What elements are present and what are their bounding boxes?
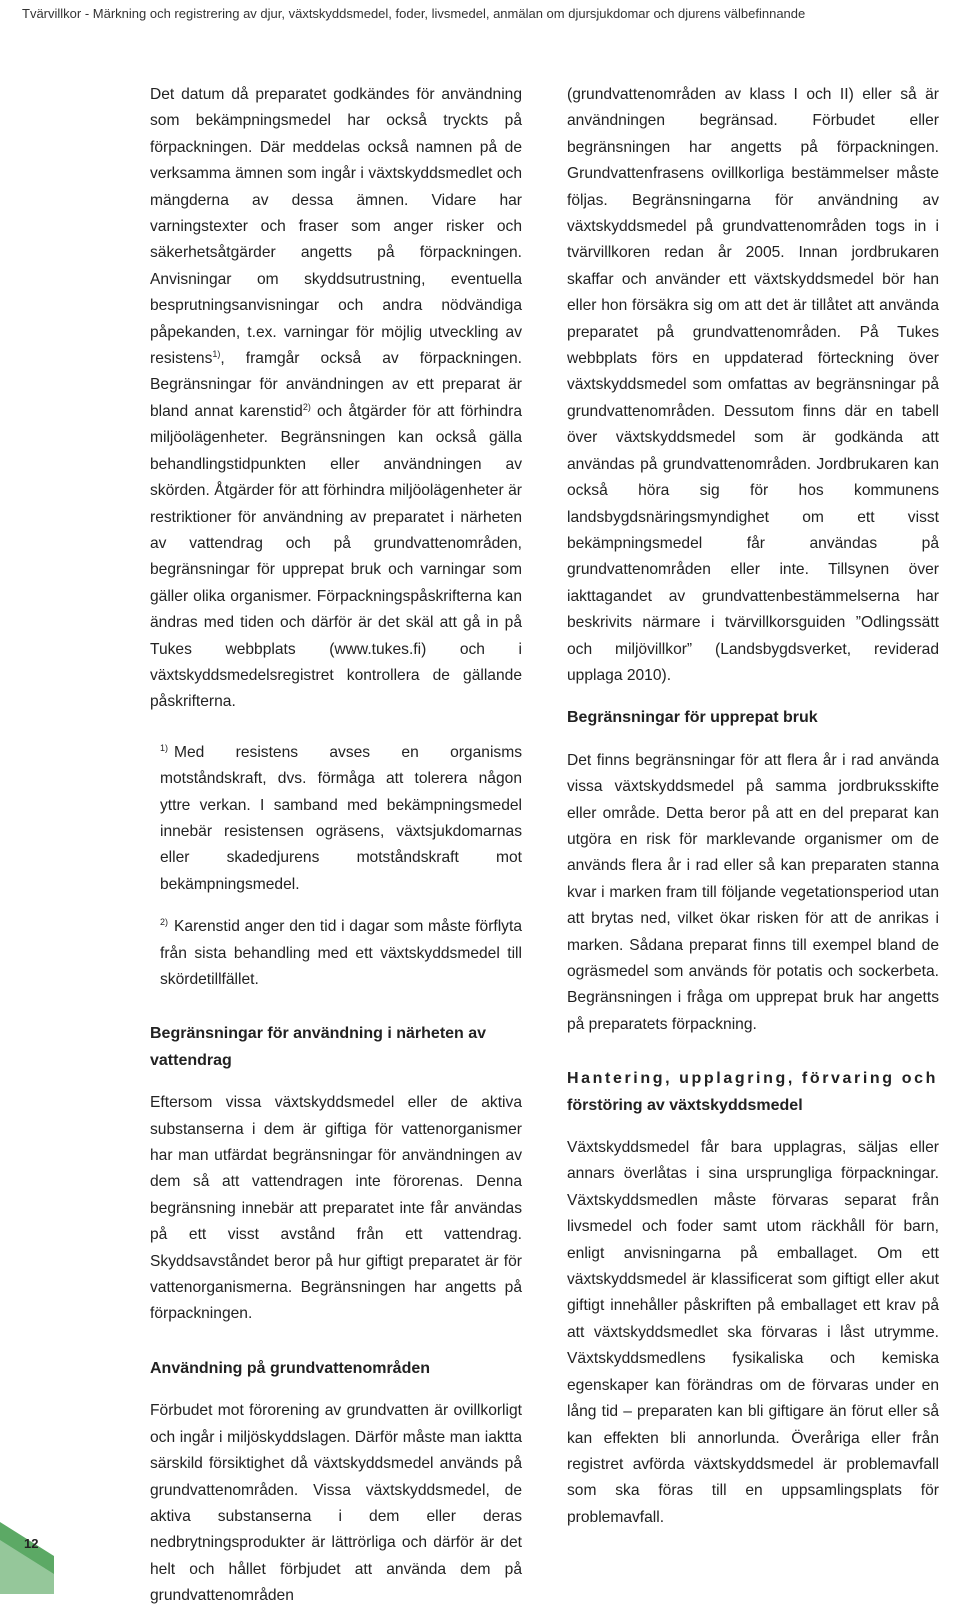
running-header: Tvärvillkor - Märkning och registrering av djur, växtskyddsmedel, foder, livsmedel, anmälan om djursjukdomar och djurens välbefinnande [22, 6, 806, 21]
footnote-mark-2: 2) [160, 917, 169, 927]
intro-paragraph [150, 82, 522, 716]
heading-handling [567, 1066, 939, 1119]
body-water: Eftersom vissa växtskyddsmedel eller de aktiva substanserna i dem är giftiga för vattenorganismer har man utfärdat begränsningar för användningen av dem så att vattendragen inte förorenas. Denna begränsning innebär att preparatet inte får användas på ett visst avstånd från ett vattendrag. Skyddsavståndet beror på hur giftigt preparatet är för vattenorganismerna. Begränsningen har angetts på förpackningen. [150, 1094, 522, 1323]
footnote-1 [160, 740, 522, 898]
intro-text-2: , framgår också av förpackningen. Begränsningar för användningen av ett preparat är bland annat karenstid [150, 350, 522, 420]
footnote-ref-2: 2) [302, 401, 311, 412]
footnote-2 [160, 914, 522, 993]
body-handling: Växtskyddsmedel får bara upplagras, säljas eller annars överlåtas i sina ursprungliga förpackningar. Växtskyddsmedlen måste förvaras separat från livsmedel och foder samt utom räckhåll för barn, enligt anvisningarna på emballaget. Om ett växtskyddsmedel är klassificerat som giftigt eller akut giftigt innehåller påskriften på emballaget ett krav på att växtskyddsmedlet ska förvaras i låst utrymme. Växtskyddsmedlens fysikaliska och kemiska egenskaper kan förändras om de förvaras under en lång tid – preparaten kan bli giftigare än förut eller så kan effekten bli annorlunda. Överåriga eller från registret avförda växtskyddsmedel är problemavfall som ska föras till en uppsamlingsplats för problemavfall. [567, 1139, 939, 1526]
heading-groundwater: Användning på grundvattenområden [150, 1359, 431, 1377]
body-groundwater: Förbudet mot förorening av grundvatten är ovillkorligt och ingår i miljöskyddslagen. Därför måste man iaktta särskild försiktighet då växtskyddsmedel används på grundvattenområden. Vissa växtskyddsmedel, de aktiva substanserna i dem eller deras nedbrytningsprodukter är lättrörliga och därför är det helt och hållet förbjudet att använda dem på grundvattenområden [150, 1402, 522, 1605]
footnotes [150, 740, 522, 994]
heading-handling-line-1: Hantering, upplagring, förvaring och [567, 1070, 938, 1088]
body-repeat: Det finns begränsningar för att flera år i rad använda vissa växtskyddsmedel på samma jordbruksskifte eller område. Detta beror på att en del preparat kan utgöra en risk för marklevande organismer om de används flera år i rad eller så kan preparaten stanna kvar i marken fram till följande vegetationsperiod utan att brytas ned, vilket ökar risken för att de anrikas i marken. Sådana preparat finns till exempel bland de ogräsmedel som används för potatis och sockerbeta. Begränsningen i fråga om upprepat bruk har angetts på preparatets förpackning. [567, 751, 939, 1033]
intro-text-1: Det datum då preparatet godkändes för användning som bekämpningsmedel har också tryckts på förpackningen. Där meddelas också namnen på de verksamma ämnen som ingår i växtskyddsmedlet och mängderna av dessa ämnen. Vidare har varningstexter och fraser som anger risker och säkerhetsåtgärder angetts på förpackningen. Anvisningar om skyddsutrustning, eventuella besprutningsanvisningar och andra nödvändiga påpekanden, t.ex. varningar för möjlig utveckling av resistens [150, 86, 522, 368]
heading-water: Begränsningar för användning i närheten av vattendrag [150, 1025, 487, 1069]
continued-paragraph: (grundvattenområden av klass I och II) eller så är användningen begränsad. Förbudet eller begränsningen har angetts på förpackningen. Grundvattenfrasens ovillkorliga bestämmelser måste följas. Begränsningarna för användning av växtskyddsmedel på grundvattenområden togs in i tvärvillkoren redan år 2005. Innan jordbrukaren skaffar och använder ett växtskyddsmedel bör han eller hon försäkra sig om att det är tillåtet att använda preparatet på grundvattenområden. På Tukes webbplats förs en uppdaterad förteckning över växtskyddsmedel som omfattas av begränsningar på grundvattenområden. Dessutom finns där en tabell över växtskyddsmedel som är godkända att användas på grundvattenområden. Jordbrukaren kan också höra sig för hos kommunens landsbygdsnäringsmyndighet om ett visst bekämpningsmedel får användas på grundvattenområden eller inte. Tillsynen över iakttagandet av grundvattenbestämmelserna har beskrivits närmare i tvärvillkorsguiden ”Odlingssätt och miljövillkor” (Landsbygdsverket, reviderad upplaga 2010). [567, 86, 939, 684]
footnote-text-2: Karenstid anger den tid i dagar som måste förflyta från sista behandling med ett växtskyddsmedel till skördetillfället. [160, 918, 522, 988]
footnote-ref-1: 1) [212, 348, 221, 359]
intro-text-3: och åtgärder för att förhindra miljöolägenheter. Begränsningen kan också gälla behandlingstidpunkten eller användningen av skörden. Åtgärder för att förhindra miljöolägenheter är restriktioner för användning av preparatet i närheten av vattendrag och på grundvattenområden, begränsningar för upprepat bruk och varningar som gäller olika organismer. Förpackningspåskrifterna kan ändras med tiden och därför är det skäl att gå in på Tukes webbplats (www.tukes.fi) och i växtskyddsmedelsregistret kontrollera de gällande påskrifterna. [150, 402, 523, 711]
heading-handling-line-2: förstöring av växtskyddsmedel [567, 1096, 803, 1114]
right-column [567, 82, 939, 1531]
footnote-text-1: Med resistens avses en organisms motståndskraft, dvs. förmåga att tolerera någon yttre verkan. I samband med bekämpningsmedel innebär resistensen ogräsens, växtsjukdomarnas eller skadedjurens motståndskraft mot bekämpningsmedel. [160, 743, 522, 893]
heading-repeat: Begränsningar för upprepat bruk [567, 709, 818, 727]
footnote-mark-1: 1) [160, 742, 169, 753]
left-column [150, 82, 522, 1610]
page-badge [0, 1522, 54, 1594]
page-badge-shape [0, 1522, 54, 1594]
page-number: 12 [24, 1536, 39, 1551]
